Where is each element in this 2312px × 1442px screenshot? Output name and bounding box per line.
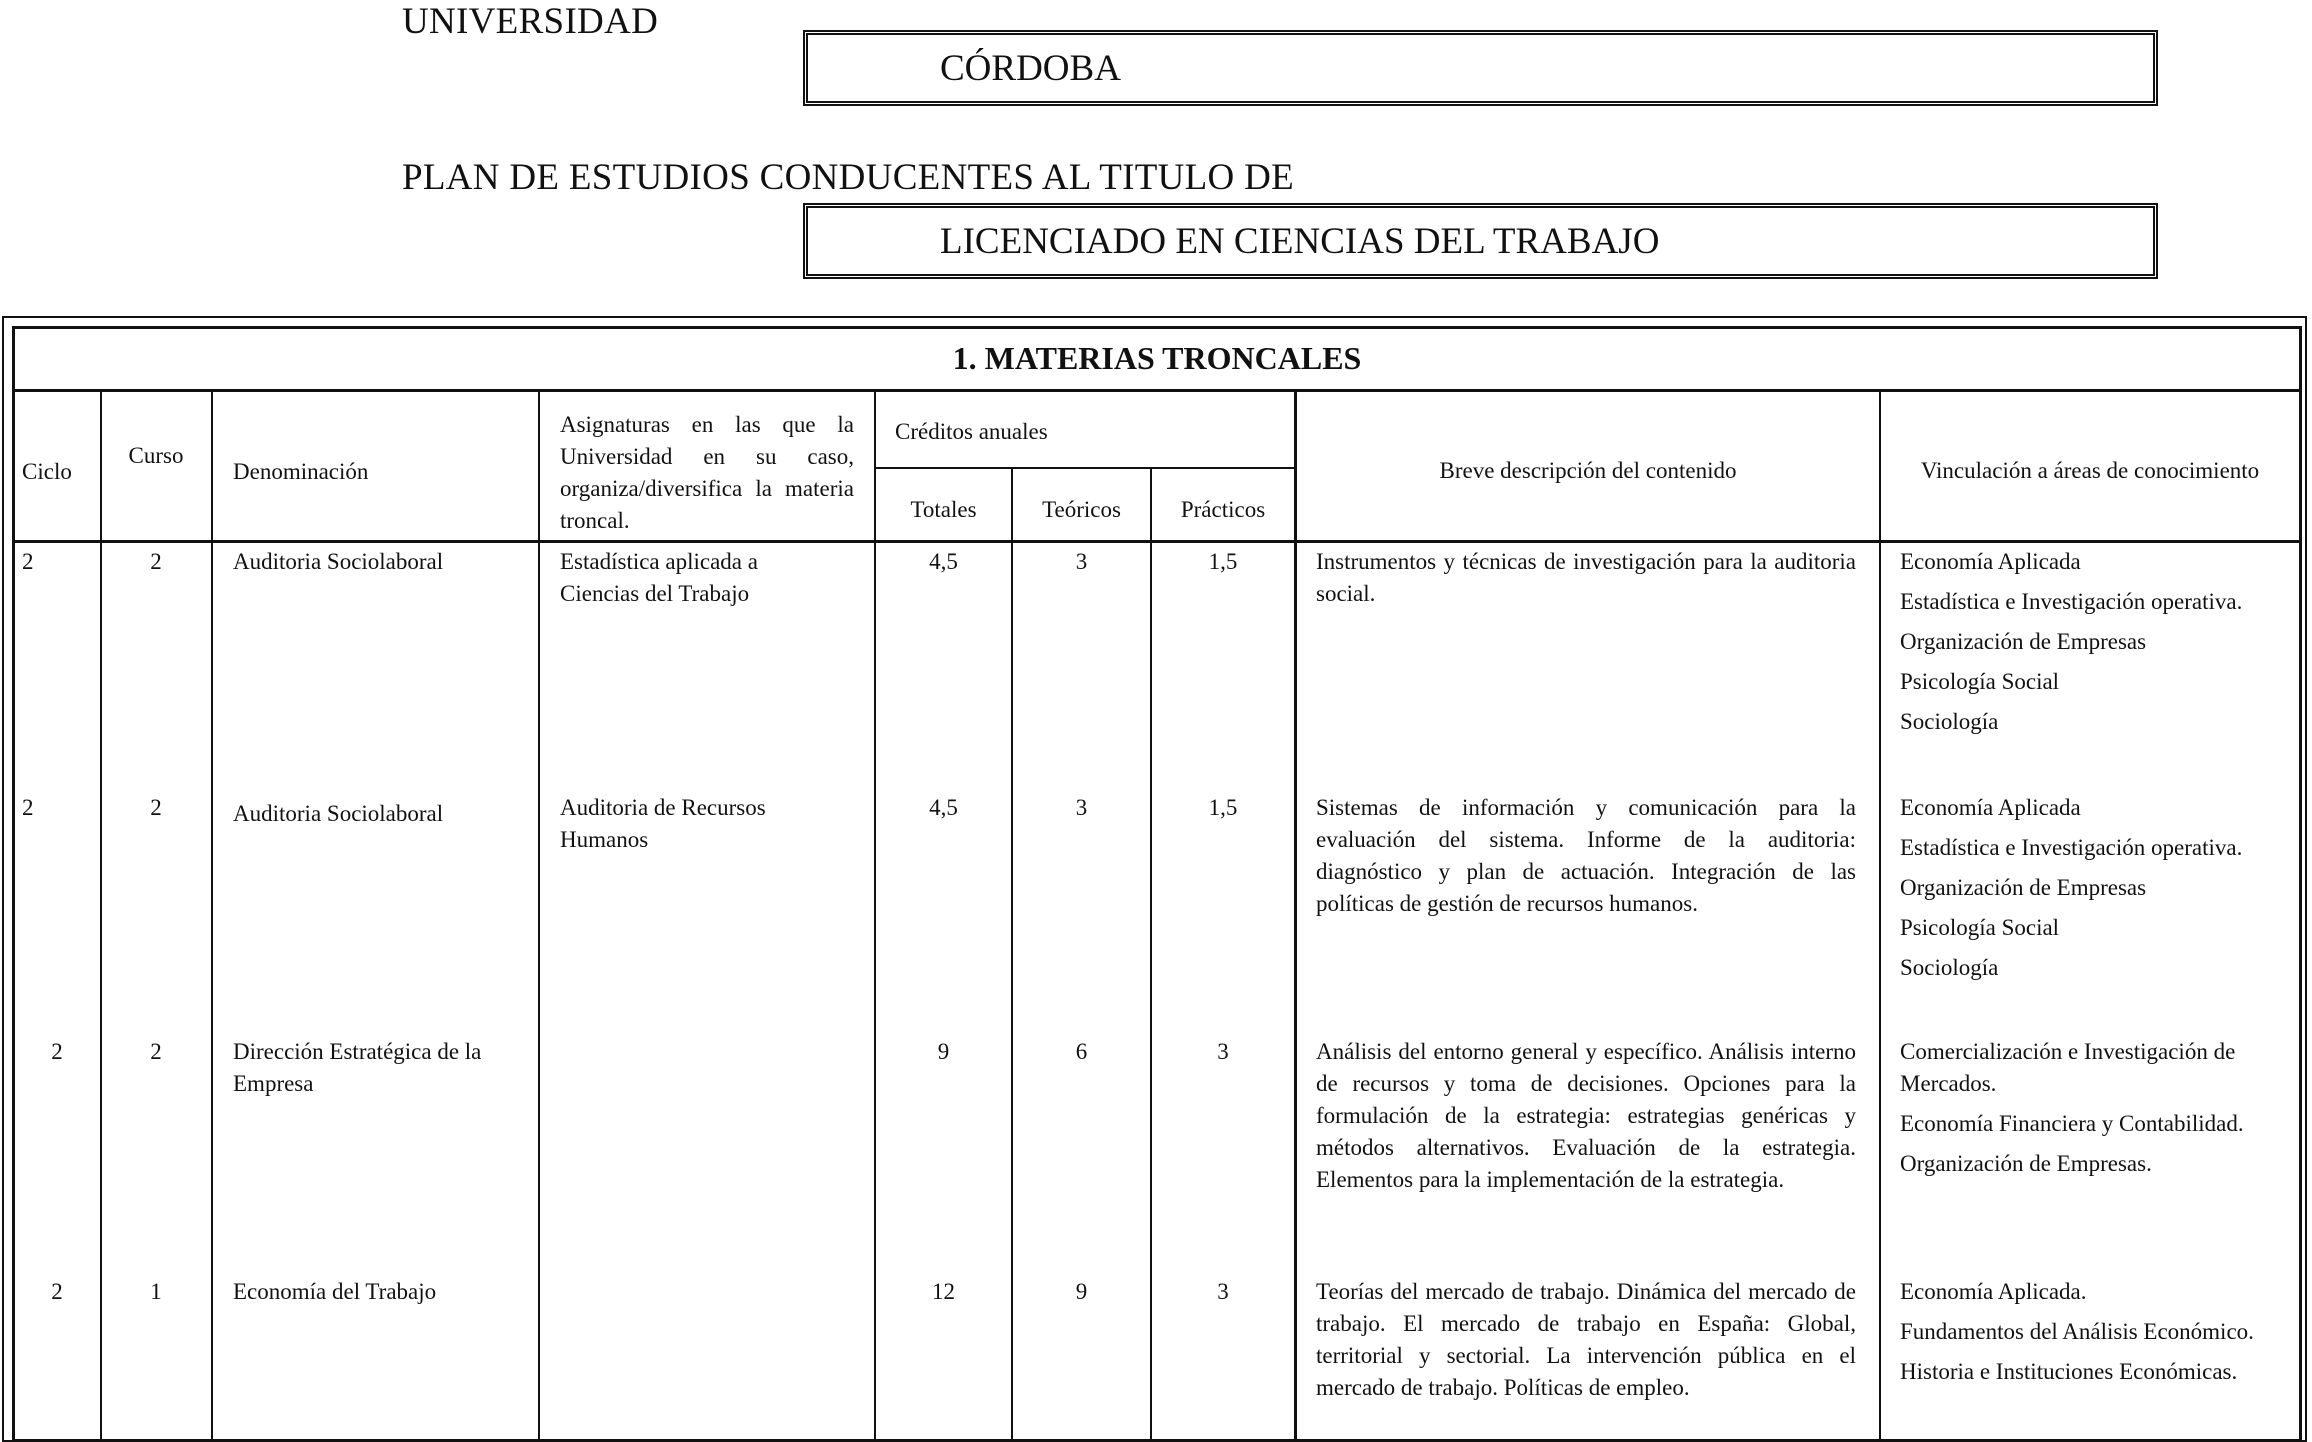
row1-curso: 2 (150, 549, 162, 574)
header-teoricos: Teóricos (1042, 497, 1121, 522)
row1-teoricos: 3 (1075, 549, 1088, 574)
col-rule-3 (538, 389, 540, 1442)
row4-totales: 12 (932, 1279, 955, 1304)
header-totales: Totales (910, 497, 977, 522)
plan-label: PLAN DE ESTUDIOS CONDUCENTES AL TITULO DE (402, 157, 1295, 198)
header-vinculacion: Vinculación a áreas de conocimiento (1920, 458, 2260, 483)
header-curso: Curso (128, 443, 184, 468)
rule-below-title (12, 389, 2302, 392)
col-rule-2 (211, 389, 213, 1442)
row3-descripcion: Análisis del entorno general y específico. Análisis interno de recursos y toma de decisiones. Opciones para la formulación de la estrategia: estrategias genéricas y métodos alternativos. Evaluación de la estrategia. Elementos para la implementación de la estrategia. (1316, 1039, 1856, 1192)
row1-area-4: Psicología Social (1900, 669, 2060, 694)
header-practicos: Prácticos (1180, 497, 1266, 522)
header-asignaturas: Asignaturas en las que la Universidad en su caso, organiza/diversifica la materia troncal. (560, 412, 854, 533)
titulo-value: LICENCIADO EN CIENCIAS DEL TRABAJO (940, 220, 1660, 262)
table-title: 1. MATERIAS TRONCALES (952, 339, 1362, 376)
rule-below-header (12, 540, 2302, 543)
row3-ciclo: 2 (51, 1039, 63, 1064)
header-descripcion: Breve descripción del contenido (1439, 458, 1737, 483)
rule-creditos (876, 467, 1294, 469)
row4-ciclo: 2 (51, 1279, 63, 1304)
row2-area-2: Estadística e Investigación operativa. (1900, 835, 2243, 860)
universidad-box (803, 30, 2158, 106)
header-denominacion: Denominación (233, 459, 369, 484)
row1-practicos: 1,5 (1208, 549, 1238, 574)
row2-practicos: 1,5 (1208, 795, 1238, 820)
universidad-label: UNIVERSIDAD (402, 1, 659, 42)
row2-area-4: Psicología Social (1900, 915, 2060, 940)
header-creditos: Créditos anuales (895, 419, 1048, 444)
row2-area-3: Organización de Empresas (1900, 875, 2147, 900)
row4-areas (1900, 1276, 2295, 1396)
row1-asignatura: Estadística aplicada a Ciencias del Trabajo (560, 549, 758, 606)
row2-denominacion: Auditoria Sociolaboral (233, 801, 444, 826)
row3-curso: 2 (150, 1039, 162, 1064)
row2-asignatura: Auditoria de Recursos Humanos (560, 795, 766, 852)
row2-totales: 4,5 (929, 795, 958, 820)
row3-teoricos: 6 (1075, 1039, 1088, 1064)
row2-curso: 2 (150, 795, 162, 820)
row3-areas (1900, 1036, 2295, 1188)
row1-area-5: Sociología (1900, 709, 1999, 734)
row1-area-2: Estadística e Investigación operativa. (1900, 589, 2243, 614)
col-rule-8 (1879, 389, 1881, 1442)
row4-practicos: 3 (1217, 1279, 1229, 1304)
col-rule-7 (1294, 389, 1297, 1442)
row3-area-3: Organización de Empresas. (1900, 1151, 2152, 1176)
row4-descripcion: Teorías del mercado de trabajo. Dinámica del mercado de trabajo. El mercado de trabajo en España: Global, territorial y sectorial. La intervención pública en el mercado de trabajo. Políticas de empleo. (1316, 1279, 1856, 1400)
row1-area-1: Economía Aplicada (1900, 549, 2081, 574)
row3-area-1: Comercialización e Investigación de Mercados. (1900, 1039, 2236, 1096)
row1-denominacion: Auditoria Sociolaboral (233, 549, 444, 574)
row4-curso: 1 (150, 1279, 162, 1304)
row2-area-1: Economía Aplicada (1900, 795, 2081, 820)
row3-practicos: 3 (1217, 1039, 1229, 1064)
row1-areas (1900, 546, 2295, 746)
titulo-box (803, 203, 2158, 279)
row2-areas (1900, 792, 2295, 992)
row2-ciclo: 2 (22, 795, 34, 820)
row2-area-5: Sociología (1900, 955, 1999, 980)
row4-denominacion: Economía del Trabajo (233, 1279, 437, 1304)
row3-area-2: Economía Financiera y Contabilidad. (1900, 1111, 2244, 1136)
row2-descripcion: Sistemas de información y comunicación para la evaluación del sistema. Informe de la auditoria: diagnóstico y plan de actuación. Integración de las políticas de gestión de recursos humanos. (1316, 795, 1856, 916)
row1-area-3: Organización de Empresas (1900, 629, 2147, 654)
row1-totales: 4,5 (929, 549, 958, 574)
row3-totales: 9 (937, 1039, 950, 1064)
row1-ciclo: 2 (22, 549, 34, 574)
header-ciclo: Ciclo (22, 459, 72, 484)
row4-area-2: Fundamentos del Análisis Económico. (1900, 1319, 2254, 1344)
row1-descripcion: Instrumentos y técnicas de investigación para la auditoria social. (1316, 549, 1856, 606)
row4-area-3: Historia e Instituciones Económicas. (1900, 1359, 2238, 1384)
row2-teoricos: 3 (1075, 795, 1088, 820)
row4-teoricos: 9 (1075, 1279, 1088, 1304)
row3-denominacion: Dirección Estratégica de la Empresa (233, 1039, 482, 1096)
universidad-value: CÓRDOBA (940, 47, 1121, 89)
row4-area-1: Economía Aplicada. (1900, 1279, 2087, 1304)
